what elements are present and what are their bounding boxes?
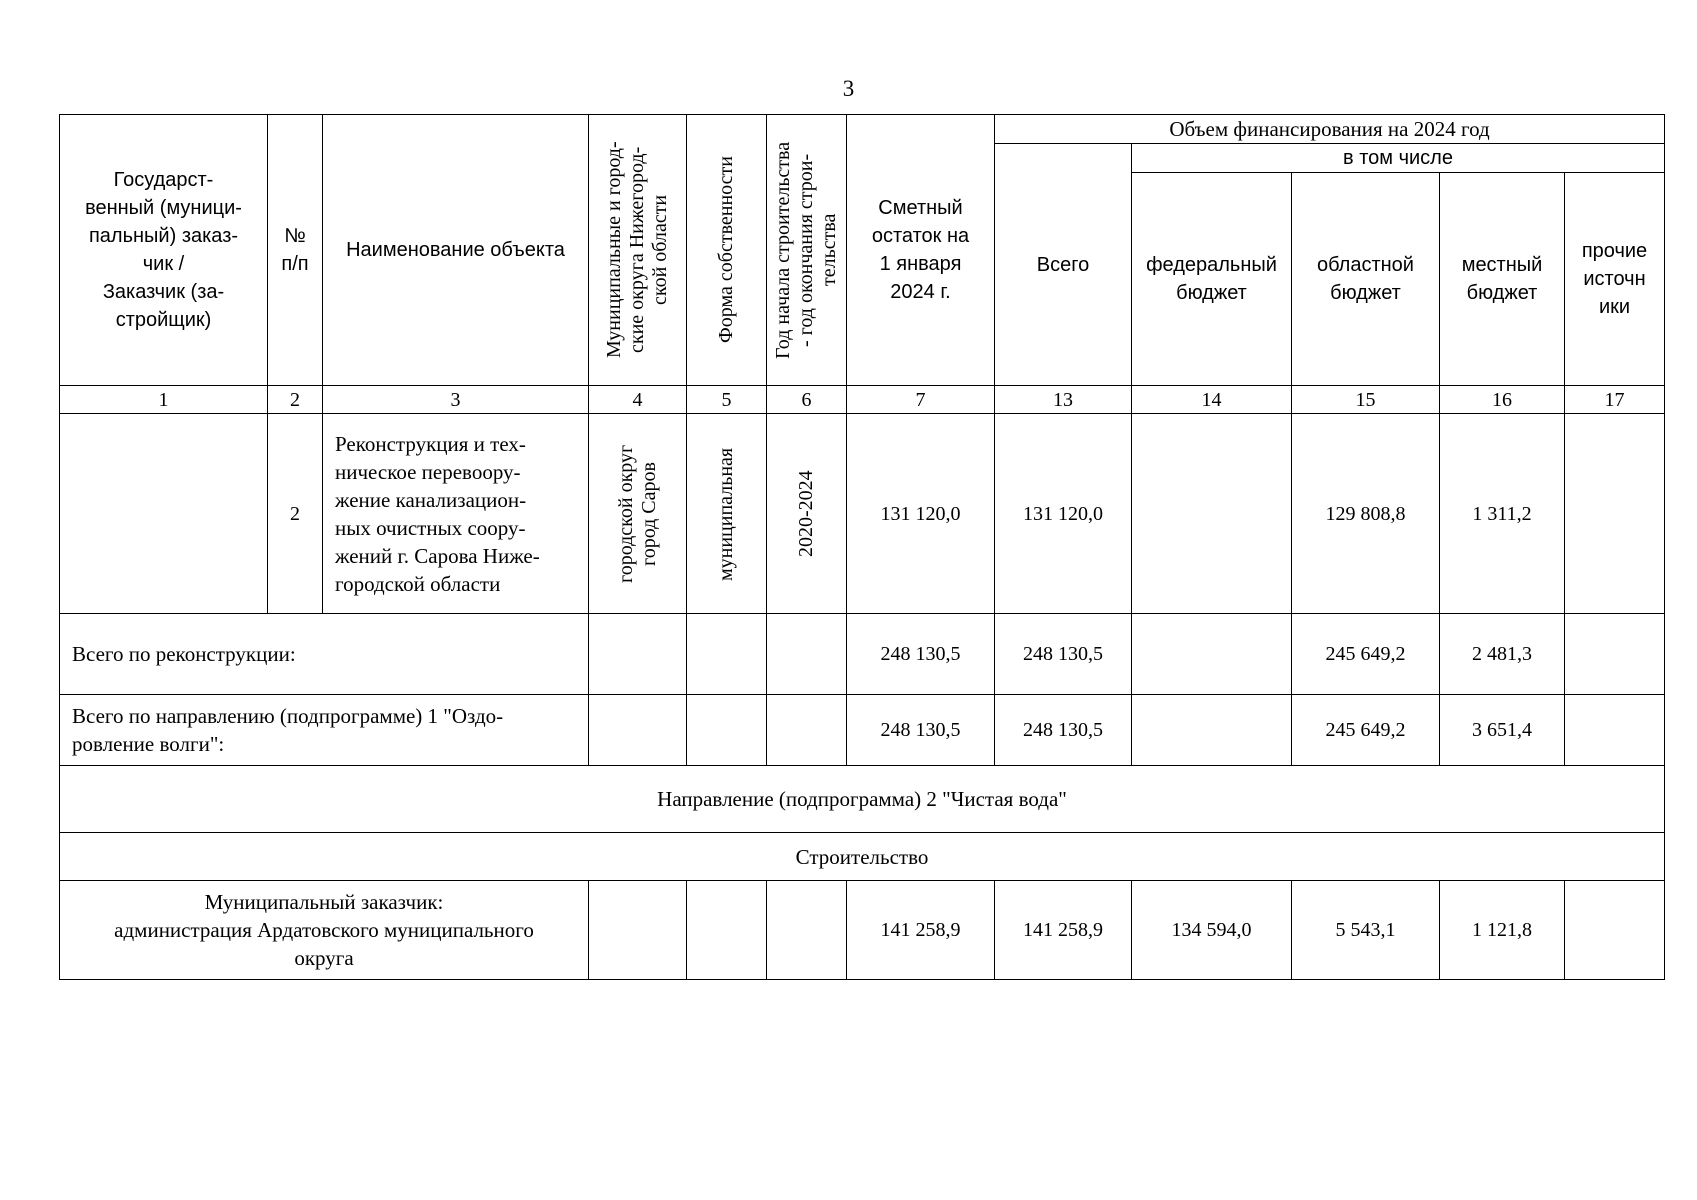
empty-cell <box>767 881 847 980</box>
empty-cell <box>1132 695 1292 766</box>
table-row <box>60 614 1665 695</box>
header-construction-years-cell <box>767 115 847 386</box>
header-other: прочие источн ики <box>1565 173 1665 386</box>
header-regional: областной бюджет <box>1292 173 1440 386</box>
object-local: 1 311,2 <box>1440 414 1565 614</box>
customer-row-total: 141 258,9 <box>995 881 1132 980</box>
column-number: 4 <box>589 386 687 414</box>
customer-row-local: 1 121,8 <box>1440 881 1565 980</box>
column-number: 16 <box>1440 386 1565 414</box>
empty-cell <box>1565 614 1665 695</box>
object-federal <box>1132 414 1292 614</box>
empty-cell <box>589 614 687 695</box>
column-number: 6 <box>767 386 847 414</box>
header-ownership-cell <box>687 115 767 386</box>
direction-total-total: 248 130,5 <box>995 695 1132 766</box>
object-district-cell <box>589 414 687 614</box>
funding-table <box>59 114 1665 980</box>
empty-cell <box>589 695 687 766</box>
table-row <box>60 695 1665 766</box>
header-federal: федеральный бюджет <box>1132 173 1292 386</box>
empty-cell <box>767 695 847 766</box>
object-num: 2 <box>268 414 323 614</box>
empty-cell <box>767 614 847 695</box>
page-number: 3 <box>842 76 855 101</box>
object-total: 131 120,0 <box>995 414 1132 614</box>
reconstruction-total-regional: 245 649,2 <box>1292 614 1440 695</box>
customer-row-label: Муниципальный заказчик: администрация Ардатовского муниципального округа <box>60 881 589 980</box>
column-number: 7 <box>847 386 995 414</box>
header-num: № п/п <box>268 115 323 386</box>
header-object-name: Наименование объекта <box>323 115 589 386</box>
empty-cell <box>687 614 767 695</box>
header-local: местный бюджет <box>1440 173 1565 386</box>
object-ownership: муниципальная <box>715 446 737 581</box>
header-municipal-districts-cell <box>589 115 687 386</box>
header-estimated-balance: Сметный остаток на 1 января 2024 г. <box>847 115 995 386</box>
object-other <box>1565 414 1665 614</box>
object-years-cell <box>767 414 847 614</box>
empty-cell <box>687 695 767 766</box>
object-estimate: 131 120,0 <box>847 414 995 614</box>
customer-row-regional: 5 543,1 <box>1292 881 1440 980</box>
column-number: 3 <box>323 386 589 414</box>
object-regional: 129 808,8 <box>1292 414 1440 614</box>
column-number: 15 <box>1292 386 1440 414</box>
header-ownership: Форма собственности <box>715 156 737 344</box>
direction-total-label: Всего по направлению (подпрограмме) 1 "Оздо- ровление волги": <box>60 695 589 766</box>
column-number: 13 <box>995 386 1132 414</box>
object-ownership-cell <box>687 414 767 614</box>
direction-total-estimate: 248 130,5 <box>847 695 995 766</box>
reconstruction-total-local: 2 481,3 <box>1440 614 1565 695</box>
customer-row-estimate: 141 258,9 <box>847 881 995 980</box>
header-customer: Государст- венный (муници- пальный) заказ- чик / Заказчик (за- стройщик) <box>60 115 268 386</box>
header-funding-2024: Объем финансирования на 2024 год <box>995 115 1665 144</box>
column-number: 14 <box>1132 386 1292 414</box>
table-row <box>60 881 1665 980</box>
header-including: в том числе <box>1132 144 1665 173</box>
header-construction-years: Год начала строительства - год окончания строи- тельства <box>772 141 840 359</box>
reconstruction-total-label: Всего по реконструкции: <box>60 614 589 695</box>
column-number: 1 <box>60 386 268 414</box>
column-number: 17 <box>1565 386 1665 414</box>
object-years: 2020-2024 <box>795 470 817 557</box>
table-row <box>60 414 1665 614</box>
reconstruction-total-estimate: 248 130,5 <box>847 614 995 695</box>
direction-total-local: 3 651,4 <box>1440 695 1565 766</box>
empty-cell <box>1132 614 1292 695</box>
reconstruction-total-total: 248 130,5 <box>995 614 1132 695</box>
empty-cell <box>589 881 687 980</box>
empty-cell <box>1565 881 1665 980</box>
object-name: Реконструкция и тех- ническое перевоору- жение канализацион- ных очистных соору- жений г. Сарова Ниже- городской области <box>323 414 589 614</box>
direction-2-title: Направление (подпрограмма) 2 "Чистая вода" <box>60 766 1665 833</box>
column-number: 2 <box>268 386 323 414</box>
header-total: Всего <box>995 144 1132 386</box>
empty-cell <box>687 881 767 980</box>
construction-title: Строительство <box>60 833 1665 881</box>
column-number: 5 <box>687 386 767 414</box>
direction-total-regional: 245 649,2 <box>1292 695 1440 766</box>
empty-cell <box>1565 695 1665 766</box>
object-district: городской округ город Саров <box>614 444 660 583</box>
header-municipal-districts: Муниципальные и город- ские округа Нижегород- ской области <box>603 141 671 359</box>
customer-row-federal: 134 594,0 <box>1132 881 1292 980</box>
object-customer <box>60 414 268 614</box>
